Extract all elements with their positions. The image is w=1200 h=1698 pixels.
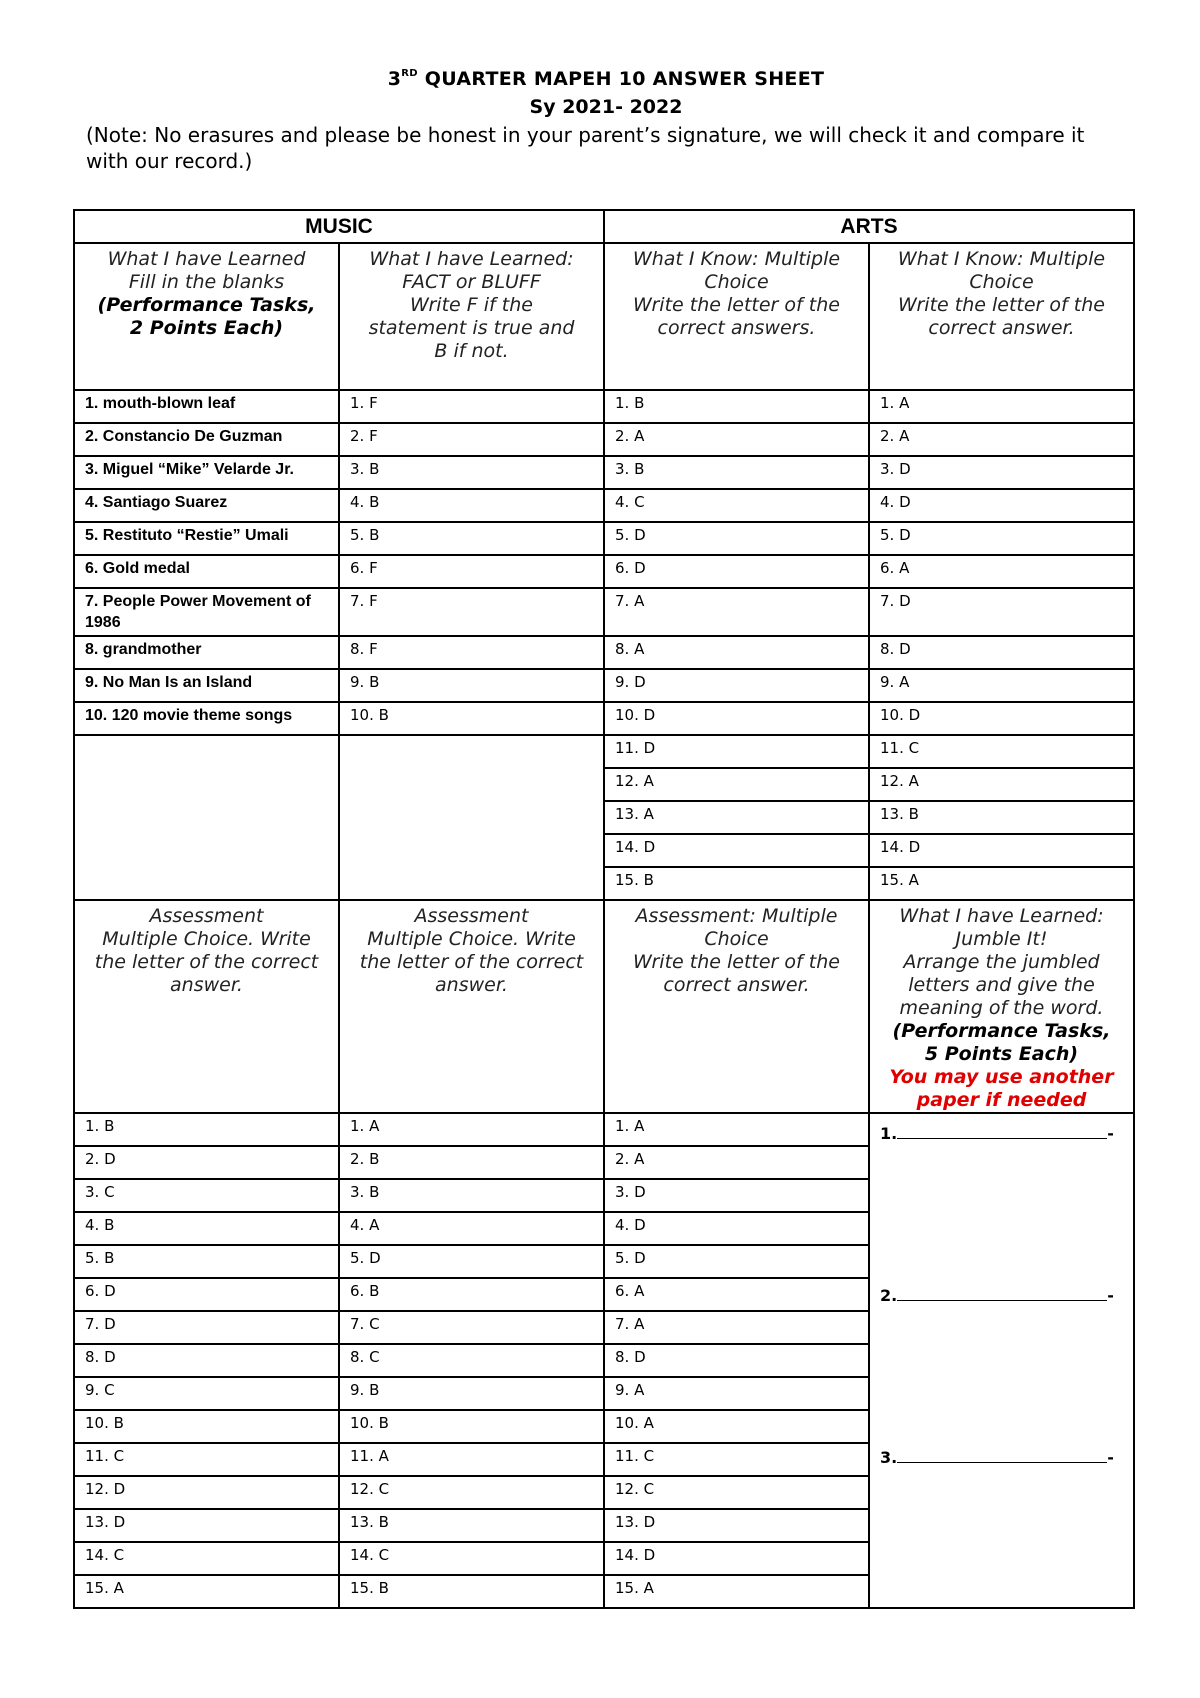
answer-cell: 11. A: [339, 1443, 604, 1476]
answer-cell: 10. B: [339, 702, 604, 735]
answer-cell: 5. D: [604, 1245, 869, 1278]
answer-cell: 10. B: [74, 1410, 339, 1443]
answer-cell: 4. Santiago Suarez: [74, 489, 339, 522]
answer-cell: 13. B: [869, 801, 1134, 834]
answer-cell: 15. B: [339, 1575, 604, 1608]
answer-cell: 3. B: [339, 1179, 604, 1212]
answer-cell: 6. D: [74, 1278, 339, 1311]
instruction-line: letters and give the: [908, 974, 1095, 996]
instruction-line: FACT or BLUFF: [402, 271, 541, 293]
answer-cell: 9. C: [74, 1377, 339, 1410]
answer-cell: 8. D: [74, 1344, 339, 1377]
answer-cell: 8. A: [604, 636, 869, 669]
answer-cell: 2. A: [604, 1146, 869, 1179]
instruction-line: Multiple Choice. Write: [367, 928, 576, 950]
instruction-line: B if not.: [434, 340, 509, 362]
answer-cell: 2. D: [74, 1146, 339, 1179]
answer-cell: 1. A: [869, 390, 1134, 423]
answer-cell: 13. D: [604, 1509, 869, 1542]
answer-cell: 14. D: [604, 1542, 869, 1575]
column-instructions: [869, 243, 1134, 390]
answer-cell: 1. B: [74, 1113, 339, 1146]
instruction-line: Write the letter of the: [633, 294, 840, 316]
document-header: [86, 68, 1126, 174]
instruction-line: Write F if the: [410, 294, 533, 316]
answer-cell: 10. D: [604, 702, 869, 735]
answer-cell: 15. A: [869, 867, 1134, 900]
answer-cell: 1. A: [339, 1113, 604, 1146]
title-text: QUARTER MAPEH 10 ANSWER SHEET: [417, 68, 825, 90]
school-year: Sy 2021- 2022: [529, 96, 683, 118]
instruction-line: Choice: [704, 928, 769, 950]
instruction-line: Assessment: Multiple: [635, 905, 838, 927]
answer-cell: 7. A: [604, 1311, 869, 1344]
blank-number: 3.: [880, 1448, 898, 1467]
instruction-line: Assessment: [149, 905, 264, 927]
answer-cell: 1. F: [339, 390, 604, 423]
instruction-line: the letter of the correct: [359, 951, 584, 973]
points-line: 5 Points Each): [924, 1043, 1079, 1065]
answer-cell: 8. D: [604, 1344, 869, 1377]
blank-dash: -: [1107, 1448, 1114, 1467]
answer-cell: 13. D: [74, 1509, 339, 1542]
answer-cell: 3. B: [604, 456, 869, 489]
answer-cell: 2. F: [339, 423, 604, 456]
answer-cell: 14. C: [339, 1542, 604, 1575]
instruction-line: answer.: [170, 974, 243, 996]
answer-cell: 5. B: [74, 1245, 339, 1278]
table-row: [74, 735, 1134, 768]
table-row: [74, 456, 1134, 489]
instruction-line: What I have Learned: [107, 248, 306, 270]
instruction-line: meaning of the word.: [899, 997, 1104, 1019]
answer-cell: 4. D: [869, 489, 1134, 522]
answer-cell: 7. D: [74, 1311, 339, 1344]
answer-cell: 3. D: [604, 1179, 869, 1212]
answer-cell: 4. B: [339, 489, 604, 522]
column-instructions: [869, 900, 1134, 1113]
answer-cell: 11. C: [74, 1443, 339, 1476]
answer-cell: 6. F: [339, 555, 604, 588]
table-row: [74, 1113, 1134, 1146]
table-row: [74, 423, 1134, 456]
column-instructions: [339, 243, 604, 390]
table-row: [74, 555, 1134, 588]
table-row: [74, 588, 1134, 636]
blank-dash: -: [1107, 1286, 1114, 1305]
answer-cell: 12. C: [339, 1476, 604, 1509]
column-instructions: [74, 243, 339, 390]
instruction-line: Write the letter of the: [633, 951, 840, 973]
jumble-blank[interactable]: [880, 1114, 1123, 1276]
blank-underline: [897, 1286, 1107, 1301]
answer-cell: 9. No Man Is an Island: [74, 669, 339, 702]
table-row: [74, 489, 1134, 522]
table-row: [74, 522, 1134, 555]
jumble-blank[interactable]: [880, 1276, 1123, 1438]
answer-cell: 10. B: [339, 1410, 604, 1443]
answer-cell: 6. B: [339, 1278, 604, 1311]
answer-cell: 2. A: [869, 423, 1134, 456]
answer-cell: 15. B: [604, 867, 869, 900]
instruction-line: correct answer.: [928, 317, 1075, 339]
instruction-line: Choice: [704, 271, 769, 293]
answer-cell: 11. D: [604, 735, 869, 768]
instruction-line: the letter of the correct: [94, 951, 319, 973]
answer-cell: 9. A: [604, 1377, 869, 1410]
answer-cell: 5. D: [869, 522, 1134, 555]
jumble-answer-area[interactable]: [869, 1113, 1134, 1608]
answer-cell: 11. C: [869, 735, 1134, 768]
instruction-line: Multiple Choice. Write: [102, 928, 311, 950]
answer-cell: 6. Gold medal: [74, 555, 339, 588]
instruction-line: What I have Learned:: [369, 248, 574, 270]
answer-cell: 15. A: [604, 1575, 869, 1608]
answer-cell: 9. B: [339, 669, 604, 702]
empty-cell: [339, 735, 604, 900]
table-row: [74, 390, 1134, 423]
document-title: [86, 68, 1126, 90]
section-header-row: [74, 210, 1134, 243]
answer-cell: 6. D: [604, 555, 869, 588]
answer-cell: 7. People Power Movement of 1986: [74, 588, 339, 636]
answer-cell: 5. B: [339, 522, 604, 555]
column-instructions: [74, 900, 339, 1113]
note-text: (Note: No erasures and please be honest in your parent’s signature, we will check it and compare it with our record.): [86, 123, 1085, 173]
answer-cell: 8. C: [339, 1344, 604, 1377]
title-superscript: RD: [401, 68, 418, 79]
answer-cell: 1. mouth-blown leaf: [74, 390, 339, 423]
instruction-line: What I have Learned:: [899, 905, 1104, 927]
empty-cell: [74, 735, 339, 900]
part2-header-row: [74, 900, 1134, 1113]
answer-cell: 1. B: [604, 390, 869, 423]
section-arts: ARTS: [604, 210, 1134, 243]
answer-cell: 7. D: [869, 588, 1134, 636]
instruction-line: answer.: [435, 974, 508, 996]
answer-cell: 14. C: [74, 1542, 339, 1575]
answer-cell: 8. grandmother: [74, 636, 339, 669]
answer-sheet-table: [73, 209, 1135, 1609]
points-line: 2 Points Each): [129, 317, 284, 339]
answer-cell: 3. Miguel “Mike” Velarde Jr.: [74, 456, 339, 489]
answer-cell: 2. A: [604, 423, 869, 456]
answer-cell: 3. D: [869, 456, 1134, 489]
answer-cell: 12. C: [604, 1476, 869, 1509]
instruction-line: correct answers.: [657, 317, 816, 339]
answer-cell: 8. D: [869, 636, 1134, 669]
blank-underline: [897, 1448, 1107, 1463]
instruction-line: Fill in the blanks: [128, 271, 285, 293]
instruction-line: correct answer.: [663, 974, 810, 996]
points-line: (Performance Tasks,: [892, 1020, 1111, 1042]
table-row: [74, 702, 1134, 735]
instruction-line: Arrange the jumbled: [903, 951, 1100, 973]
blank-underline: [897, 1124, 1107, 1139]
answer-cell: 8. F: [339, 636, 604, 669]
column-instructions: [604, 900, 869, 1113]
answer-cell: 5. D: [604, 522, 869, 555]
answer-cell: 7. A: [604, 588, 869, 636]
answer-cell: 4. A: [339, 1212, 604, 1245]
answer-cell: 3. B: [339, 456, 604, 489]
answer-cell: 4. B: [74, 1212, 339, 1245]
instruction-line: Jumble It!: [955, 928, 1048, 950]
answer-cell: 6. A: [604, 1278, 869, 1311]
answer-cell: 12. A: [869, 768, 1134, 801]
instruction-line: Write the letter of the: [898, 294, 1105, 316]
table-row: [74, 669, 1134, 702]
answer-cell: 14. D: [869, 834, 1134, 867]
title-number: 3: [387, 68, 402, 90]
answer-cell: 10. A: [604, 1410, 869, 1443]
answer-cell: 4. C: [604, 489, 869, 522]
section-music: MUSIC: [74, 210, 604, 243]
part1-header-row: [74, 243, 1134, 390]
answer-cell: 11. C: [604, 1443, 869, 1476]
answer-cell: 5. D: [339, 1245, 604, 1278]
answer-cell: 2. Constancio De Guzman: [74, 423, 339, 456]
answer-cell: 13. B: [339, 1509, 604, 1542]
instruction-line: statement is true and: [368, 317, 575, 339]
points-line: (Performance Tasks,: [97, 294, 316, 316]
instruction-line: Choice: [969, 271, 1034, 293]
jumble-blank[interactable]: [880, 1438, 1123, 1600]
answer-cell: 7. F: [339, 588, 604, 636]
blank-dash: -: [1107, 1124, 1114, 1143]
answer-cell: 2. B: [339, 1146, 604, 1179]
column-instructions: [604, 243, 869, 390]
answer-cell: 14. D: [604, 834, 869, 867]
answer-cell: 6. A: [869, 555, 1134, 588]
answer-cell: 9. D: [604, 669, 869, 702]
column-instructions: [339, 900, 604, 1113]
table-row: [74, 636, 1134, 669]
answer-cell: 10. 120 movie theme songs: [74, 702, 339, 735]
answer-cell: 3. C: [74, 1179, 339, 1212]
instruction-line: Assessment: [414, 905, 529, 927]
note-line-red: paper if needed: [916, 1089, 1087, 1111]
answer-cell: 10. D: [869, 702, 1134, 735]
answer-cell: 12. D: [74, 1476, 339, 1509]
answer-cell: 15. A: [74, 1575, 339, 1608]
answer-cell: 9. A: [869, 669, 1134, 702]
answer-cell: 7. C: [339, 1311, 604, 1344]
blank-number: 1.: [880, 1124, 898, 1143]
answer-cell: 4. D: [604, 1212, 869, 1245]
answer-cell: 9. B: [339, 1377, 604, 1410]
instruction-line: What I Know: Multiple: [632, 248, 841, 270]
answer-cell: 12. A: [604, 768, 869, 801]
answer-cell: 5. Restituto “Restie” Umali: [74, 522, 339, 555]
blank-number: 2.: [880, 1286, 898, 1305]
note-line-red: You may use another: [889, 1066, 1114, 1088]
answer-cell: 1. A: [604, 1113, 869, 1146]
answer-cell: 13. A: [604, 801, 869, 834]
instruction-line: What I Know: Multiple: [897, 248, 1106, 270]
